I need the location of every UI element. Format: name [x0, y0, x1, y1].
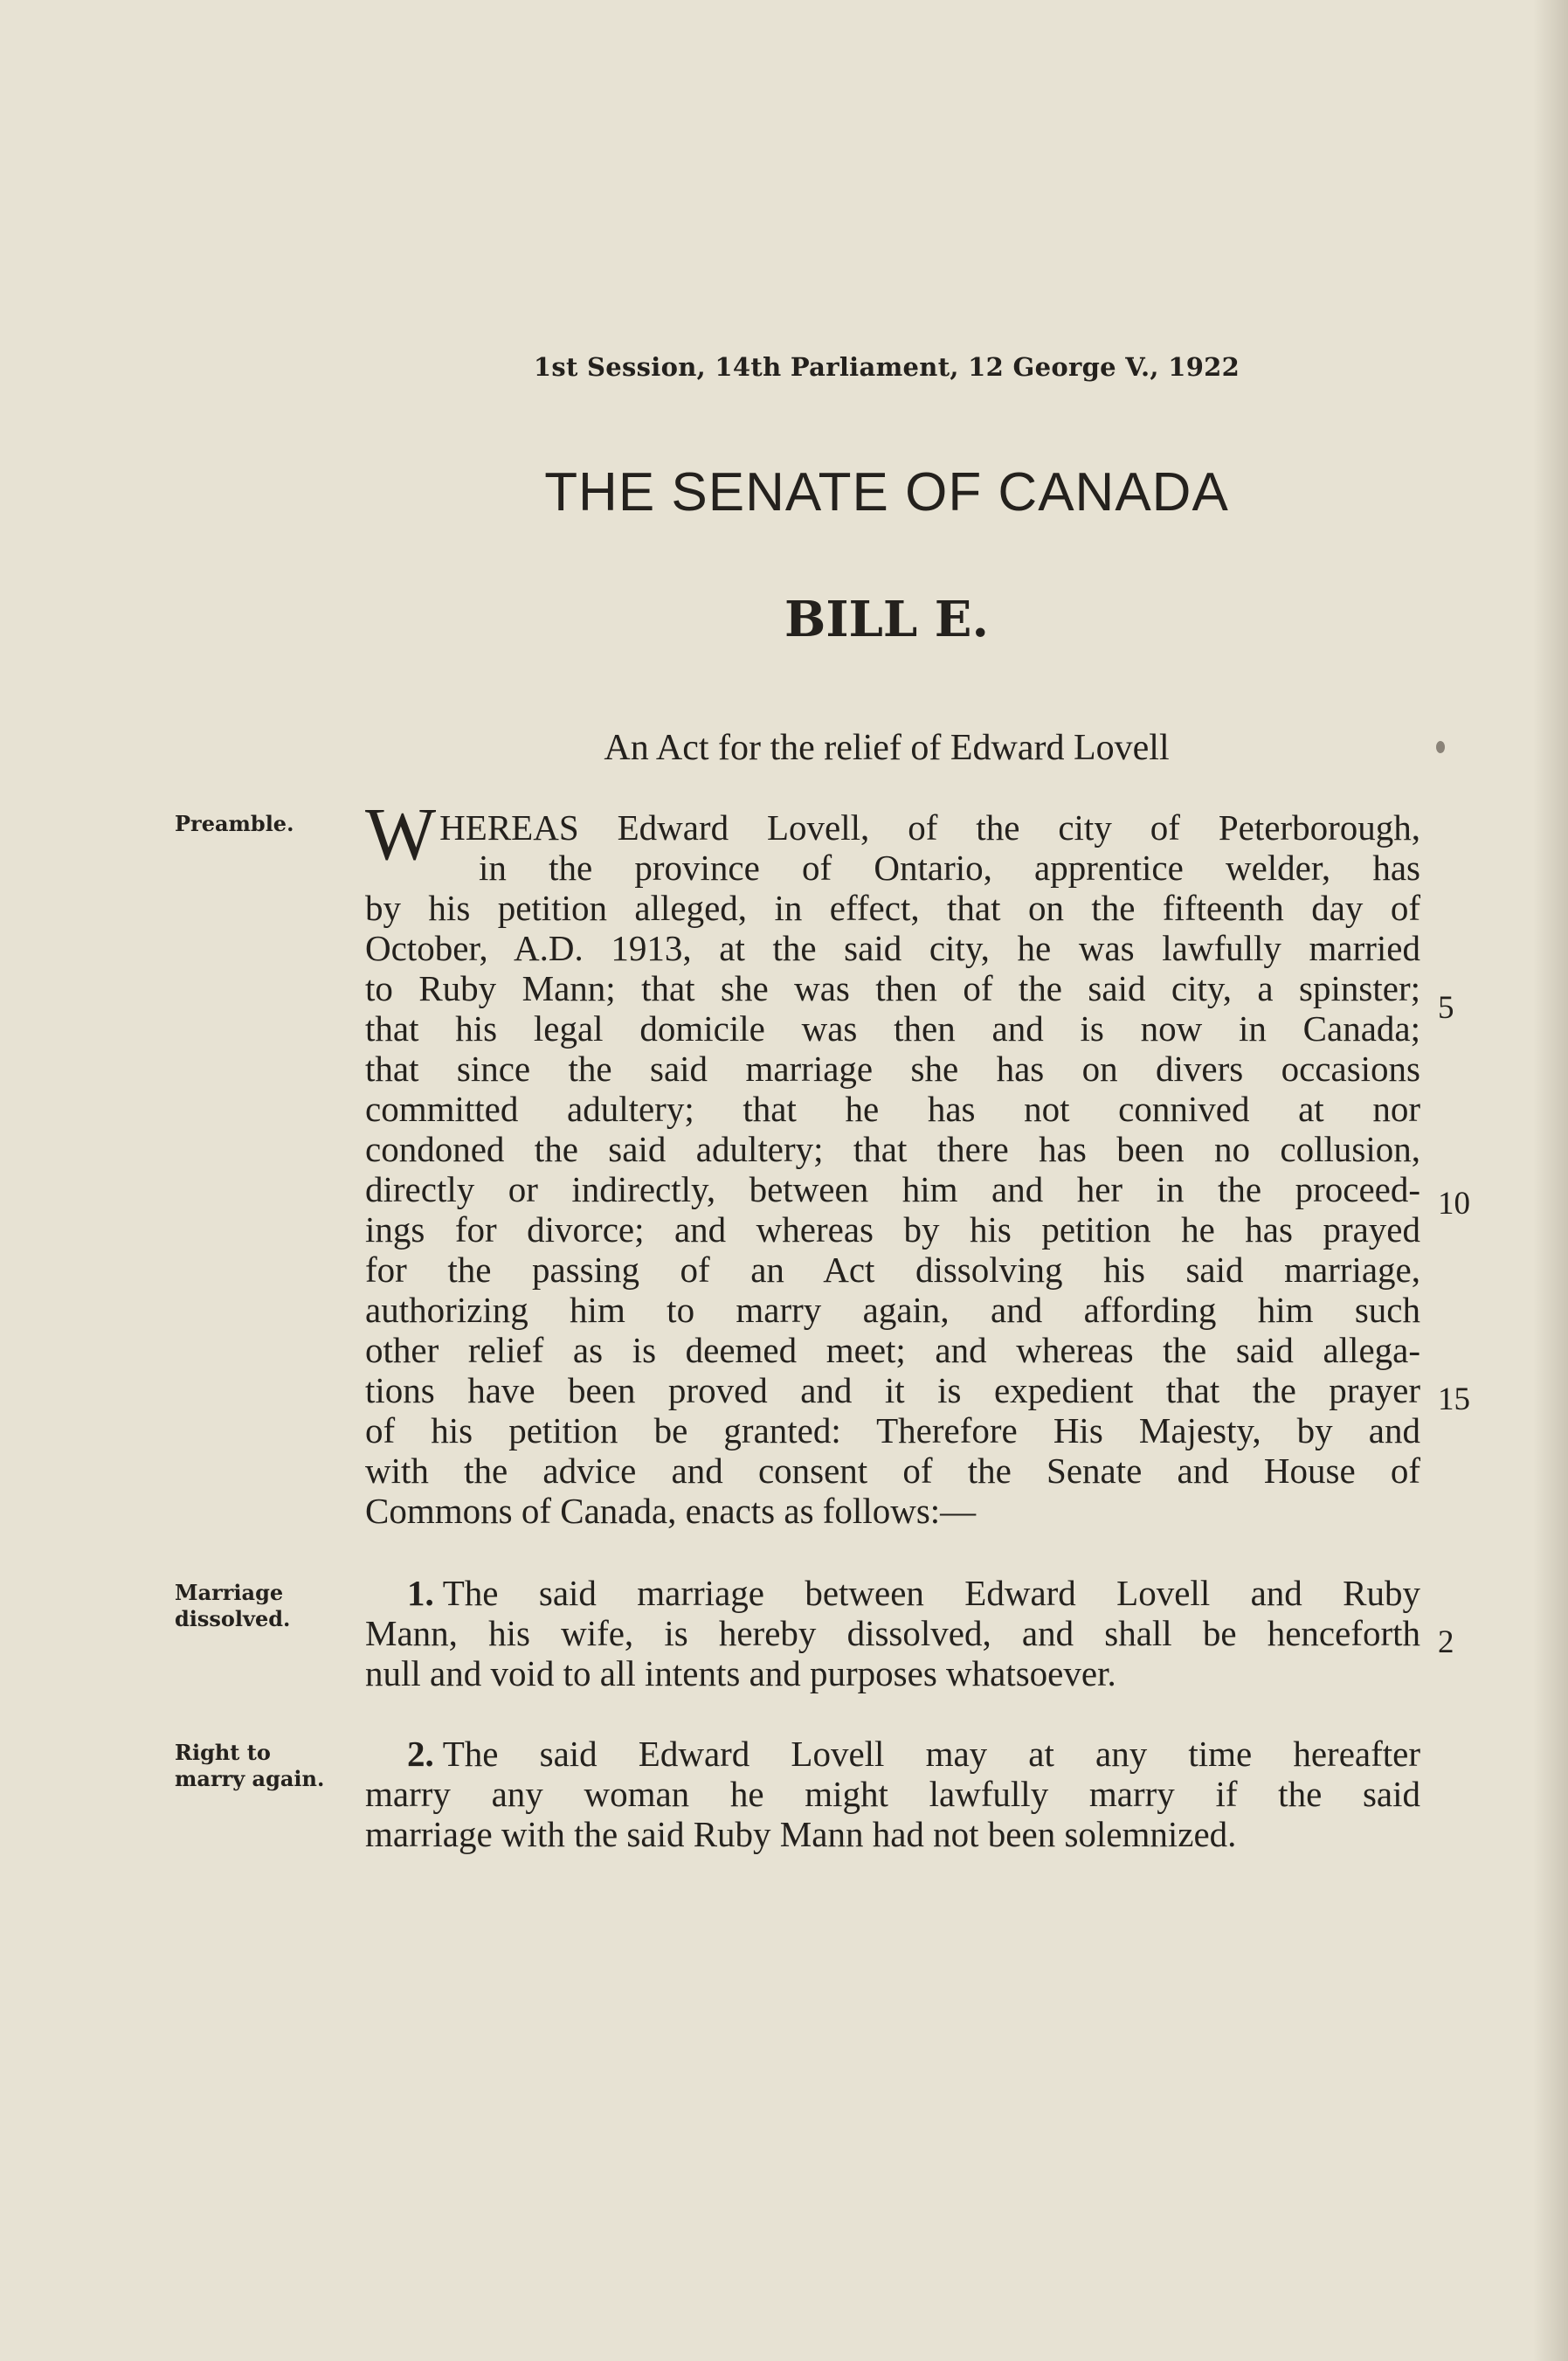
preamble-line: Commons of Canada, enacts as follows:—: [365, 1491, 977, 1531]
preamble-line: other relief as is deemed meet; and whereas the said allega-: [365, 1330, 1420, 1370]
line-number-15: 15: [1438, 1381, 1470, 1417]
preamble-line: ings for divorce; and whereas by his petition he has prayed: [365, 1209, 1420, 1250]
section-2: [365, 1734, 1420, 1854]
drop-cap: W: [365, 792, 437, 876]
preamble-line: by his petition alleged, in effect, that on the fifteenth day of: [365, 888, 1420, 928]
session-line: 1st Session, 14th Parliament, 12 George V., 1922: [533, 352, 1240, 382]
preamble-line: directly or indirectly, between him and her in the proceed-: [365, 1169, 1420, 1209]
preamble-paragraph: [365, 792, 1420, 1531]
preamble-line: WHEREAS Edward Lovell, of the city of Peterborough,: [365, 792, 1420, 876]
section-2-line: marriage with the said Ruby Mann had not been solemnized.: [365, 1814, 1237, 1854]
section-2-line: marry any woman he might lawfully marry if the said: [365, 1774, 1420, 1814]
margin-note-preamble: Preamble.: [175, 811, 294, 836]
margin-note-right-to-marry: Right to marry again.: [175, 1740, 325, 1791]
preamble-line: in the province of Ontario, apprentice welder, has: [479, 848, 1420, 888]
section-1-line: 1. The said marriage between Edward Lovell and Ruby: [407, 1573, 1420, 1613]
preamble-line: condoned the said adultery; that there has been no collusion,: [365, 1129, 1420, 1169]
section-1-line: null and void to all intents and purposes whatsoever.: [365, 1653, 1116, 1693]
ink-speck: [1436, 741, 1445, 753]
line-number-10: 10: [1438, 1186, 1470, 1222]
line-number-5: 5: [1438, 990, 1454, 1026]
preamble-line: tions have been proved and it is expedient that the prayer: [365, 1370, 1420, 1410]
preamble-line: that his legal domicile was then and is now in Canada;: [365, 1008, 1420, 1049]
preamble-line: that since the said marriage she has on divers occasions: [365, 1049, 1420, 1089]
section-1-line: Mann, his wife, is hereby dissolved, and shall be henceforth: [365, 1613, 1420, 1653]
preamble-line: to Ruby Mann; that she was then of the said city, a spinster;: [365, 968, 1420, 1008]
preamble-line: for the passing of an Act dissolving his said marriage,: [365, 1250, 1420, 1290]
preamble-line: with the advice and consent of the Senate and House of: [365, 1451, 1420, 1491]
preamble-line: authorizing him to marry again, and affording him such: [365, 1290, 1420, 1330]
section-2-line: 2. The said Edward Lovell may at any time hereafter: [407, 1734, 1420, 1774]
section-2-number: 2.: [407, 1734, 434, 1774]
senate-heading: THE SENATE OF CANADA: [544, 462, 1229, 523]
margin-note-marriage-dissolved: Marriage dissolved.: [175, 1580, 291, 1631]
section-1: [365, 1573, 1420, 1693]
preamble-line: committed adultery; that he has not connived at nor: [365, 1089, 1420, 1129]
preamble-line: October, A.D. 1913, at the said city, he was lawfully married: [365, 928, 1420, 968]
line-number-2: 2: [1438, 1624, 1454, 1660]
section-1-number: 1.: [407, 1573, 434, 1613]
act-title: An Act for the relief of Edward Lovell: [604, 728, 1170, 768]
preamble-line: of his petition be granted: Therefore His Majesty, by and: [365, 1410, 1420, 1451]
bill-title: BILL E.: [784, 591, 989, 648]
